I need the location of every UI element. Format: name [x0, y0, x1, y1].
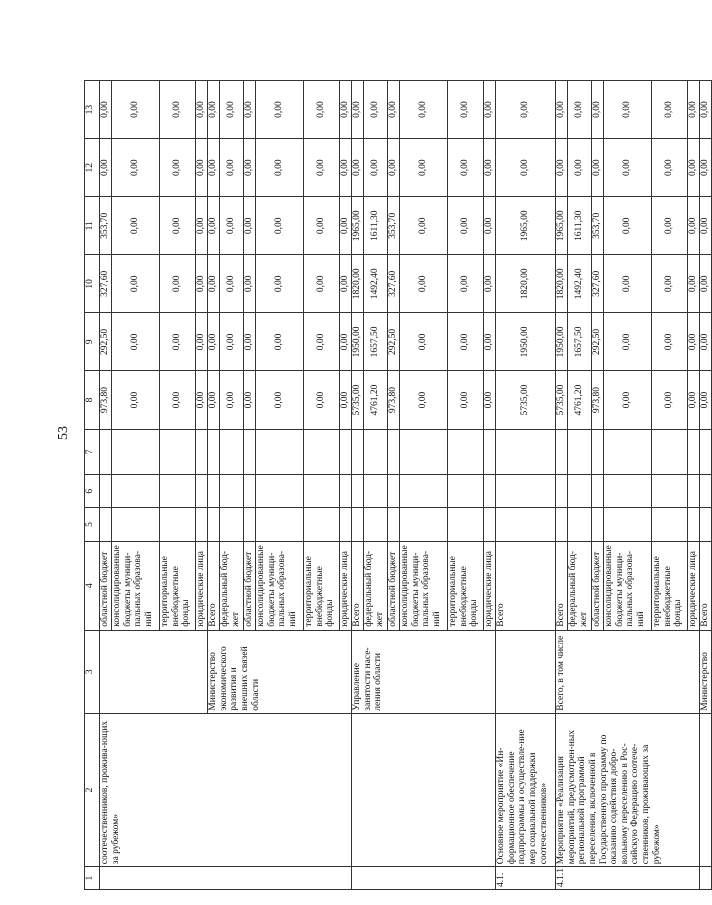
value-cell: 0,00: [112, 255, 160, 313]
row-number-cell: 4.1.1: [556, 867, 700, 890]
col-header: 3: [85, 630, 100, 713]
value-cell: 0,00: [652, 81, 688, 139]
value-cell: 0,00: [652, 313, 688, 371]
value-cell: 0,00: [484, 81, 496, 139]
value-cell: 0,00: [220, 139, 244, 197]
value-cell: 0,00: [448, 313, 484, 371]
funding-source: Всего: [496, 541, 556, 630]
executor-cell: Министерство экономического развития и внешних связей области: [208, 630, 352, 713]
value-cell: 4761,20: [568, 371, 592, 429]
value-cell: 0,00: [256, 255, 304, 313]
value-cell: 0,00: [652, 371, 688, 429]
value-cell: 0,00: [208, 255, 220, 313]
value-cell: 0,00: [160, 81, 196, 139]
value-cell: 353,70: [592, 197, 604, 255]
col-header: 7: [85, 429, 100, 475]
value-cell: 353,70: [100, 197, 112, 255]
table-row: [352, 81, 364, 890]
header-row: [85, 81, 100, 890]
executor-cell: Управление занятости насе-ления области: [352, 630, 496, 713]
value-cell: 0,00: [688, 139, 700, 197]
value-cell: 0,00: [304, 139, 340, 197]
value-cell: 0,00: [484, 139, 496, 197]
funding-source: областной бюджет: [592, 541, 604, 630]
value-cell: 0,00: [256, 139, 304, 197]
value-cell: 0,00: [388, 139, 400, 197]
value-cell: 0,00: [256, 197, 304, 255]
value-cell: 0,00: [688, 255, 700, 313]
value-cell: 1965,00: [352, 197, 364, 255]
value-cell: 0,00: [556, 81, 568, 139]
value-cell: 0,00: [244, 81, 256, 139]
value-cell: 0,00: [220, 313, 244, 371]
value-cell: 0,00: [700, 313, 712, 371]
value-cell: 0,00: [304, 197, 340, 255]
value-cell: 0,00: [340, 313, 352, 371]
value-cell: 0,00: [700, 81, 712, 139]
value-cell: 0,00: [700, 255, 712, 313]
value-cell: 0,00: [160, 197, 196, 255]
value-cell: 0,00: [400, 139, 448, 197]
rotated-table-container: [84, 80, 711, 890]
value-cell: 1950,00: [496, 313, 556, 371]
value-cell: 0,00: [700, 197, 712, 255]
value-cell: 0,00: [604, 371, 652, 429]
value-cell: 0,00: [688, 81, 700, 139]
col-header: 11: [85, 197, 100, 255]
value-cell: 0,00: [196, 313, 208, 371]
table-row: [100, 81, 112, 890]
value-cell: 5735,00: [556, 371, 568, 429]
value-cell: 0,00: [208, 197, 220, 255]
value-cell: 0,00: [196, 197, 208, 255]
value-cell: 0,00: [196, 81, 208, 139]
value-cell: 0,00: [196, 139, 208, 197]
value-cell: 0,00: [484, 313, 496, 371]
value-cell: 0,00: [700, 139, 712, 197]
value-cell: 0,00: [100, 81, 112, 139]
funding-source: юридические лица: [688, 541, 700, 630]
value-cell: 0,00: [496, 81, 556, 139]
row-number-cell: 4.1.: [496, 867, 556, 890]
table-row: [556, 81, 568, 890]
value-cell: 0,00: [196, 255, 208, 313]
col-header: 1: [85, 867, 100, 890]
value-cell: 0,00: [256, 81, 304, 139]
value-cell: 0,00: [244, 255, 256, 313]
value-cell: 5735,00: [352, 371, 364, 429]
funding-source: юридические лица: [196, 541, 208, 630]
value-cell: 0,00: [304, 313, 340, 371]
value-cell: 0,00: [220, 255, 244, 313]
funding-source: федеральный бюд-жет: [568, 541, 592, 630]
value-cell: 0,00: [256, 371, 304, 429]
col-header: 12: [85, 139, 100, 197]
value-cell: 0,00: [352, 81, 364, 139]
funding-source: областной бюджет: [388, 541, 400, 630]
value-cell: 292,50: [100, 313, 112, 371]
activity-name-cell: соотечественников, прожива-ющих за рубежом»: [100, 713, 352, 867]
value-cell: 0,00: [208, 81, 220, 139]
value-cell: 0,00: [220, 197, 244, 255]
funding-source: консолидированные бюджеты муници-пальных образова-ний: [604, 541, 652, 630]
value-cell: 0,00: [652, 197, 688, 255]
table-row: [700, 81, 712, 890]
value-cell: 0,00: [400, 371, 448, 429]
value-cell: 0,00: [652, 255, 688, 313]
value-cell: 0,00: [364, 139, 388, 197]
value-cell: 973,80: [388, 371, 400, 429]
funding-source: консолидированные бюджеты муници-пальных образова-ний: [400, 541, 448, 630]
value-cell: 0,00: [304, 255, 340, 313]
value-cell: 1965,00: [496, 197, 556, 255]
value-cell: 0,00: [112, 313, 160, 371]
value-cell: 1611,30: [568, 197, 592, 255]
value-cell: 4761,20: [364, 371, 388, 429]
activity-name-cell: Мероприятие «Реализация мероприятий, предусмотрен-ных региональной программой переселения, включенной в Государственную программу по оказанию содействия добро-вольному переселению в Рос-сийскую Федерацию соотече-ственников, проживающих за рубежом»: [556, 713, 700, 867]
col-header: 10: [85, 255, 100, 313]
value-cell: 0,00: [304, 81, 340, 139]
funding-source: областной бюджет: [100, 541, 112, 630]
funding-source: федеральный бюд-жет: [220, 541, 244, 630]
value-cell: 0,00: [448, 371, 484, 429]
col-header: 9: [85, 313, 100, 371]
funding-source: территориальные внебюджетные фонды: [160, 541, 196, 630]
value-cell: 0,00: [340, 255, 352, 313]
value-cell: 0,00: [352, 139, 364, 197]
value-cell: 0,00: [496, 139, 556, 197]
value-cell: 0,00: [160, 313, 196, 371]
value-cell: 973,80: [592, 371, 604, 429]
value-cell: 0,00: [604, 313, 652, 371]
funding-source: областной бюджет: [244, 541, 256, 630]
value-cell: 0,00: [604, 255, 652, 313]
activity-name-cell: Основное мероприятие «Ин-формационное обеспечение подпрограммы и осуществле-ние мер социальной поддержки соотечественников»: [496, 713, 556, 867]
value-cell: 0,00: [400, 197, 448, 255]
value-cell: 0,00: [160, 255, 196, 313]
value-cell: 0,00: [220, 81, 244, 139]
value-cell: 0,00: [568, 81, 592, 139]
value-cell: 0,00: [208, 139, 220, 197]
value-cell: 292,50: [388, 313, 400, 371]
funding-source: территориальные внебюджетные фонды: [304, 541, 340, 630]
value-cell: 0,00: [604, 197, 652, 255]
col-header: 13: [85, 81, 100, 139]
value-cell: 1950,00: [352, 313, 364, 371]
value-cell: 292,50: [592, 313, 604, 371]
value-cell: 1820,00: [556, 255, 568, 313]
funding-source: юридические лица: [484, 541, 496, 630]
funding-source: территориальные внебюджетные фонды: [652, 541, 688, 630]
value-cell: 0,00: [568, 139, 592, 197]
value-cell: 0,00: [364, 81, 388, 139]
value-cell: 0,00: [604, 81, 652, 139]
value-cell: 0,00: [448, 139, 484, 197]
value-cell: 0,00: [112, 371, 160, 429]
funding-source: федеральный бюд-жет: [364, 541, 388, 630]
funding-source: Всего: [700, 541, 712, 630]
page-number: 53: [56, 426, 71, 440]
value-cell: 973,80: [100, 371, 112, 429]
executor-cell: Министерство: [700, 630, 712, 713]
value-cell: 0,00: [196, 371, 208, 429]
value-cell: 0,00: [244, 313, 256, 371]
value-cell: 0,00: [448, 197, 484, 255]
funding-source: Всего: [352, 541, 364, 630]
executor-cell: Всего, в том числе: [556, 630, 700, 713]
value-cell: 0,00: [244, 371, 256, 429]
executor-cell: [100, 630, 208, 713]
value-cell: 353,70: [388, 197, 400, 255]
value-cell: 0,00: [112, 81, 160, 139]
value-cell: 0,00: [208, 313, 220, 371]
funding-source: консолидированные бюджеты муници-пальных образова-ний: [256, 541, 304, 630]
value-cell: 0,00: [112, 139, 160, 197]
col-header: 6: [85, 475, 100, 508]
row-number-cell: [100, 867, 352, 890]
funding-source: Всего: [556, 541, 568, 630]
value-cell: 0,00: [160, 139, 196, 197]
value-cell: 0,00: [388, 81, 400, 139]
value-cell: 1492,40: [568, 255, 592, 313]
value-cell: 327,60: [592, 255, 604, 313]
value-cell: 0,00: [340, 81, 352, 139]
value-cell: 0,00: [652, 139, 688, 197]
value-cell: 0,00: [256, 313, 304, 371]
value-cell: 0,00: [340, 139, 352, 197]
value-cell: 0,00: [448, 81, 484, 139]
value-cell: 0,00: [592, 81, 604, 139]
value-cell: 0,00: [244, 197, 256, 255]
funding-source: территориальные внебюджетные фонды: [448, 541, 484, 630]
value-cell: 0,00: [340, 371, 352, 429]
col-header: 2: [85, 713, 100, 867]
value-cell: 0,00: [484, 371, 496, 429]
value-cell: 0,00: [688, 197, 700, 255]
value-cell: 0,00: [448, 255, 484, 313]
value-cell: 0,00: [604, 139, 652, 197]
value-cell: 0,00: [208, 371, 220, 429]
funding-source: консолидированные бюджеты муници-пальных образова-ний: [112, 541, 160, 630]
value-cell: 0,00: [160, 371, 196, 429]
value-cell: 0,00: [700, 371, 712, 429]
value-cell: 5735,00: [496, 371, 556, 429]
value-cell: 0,00: [688, 371, 700, 429]
table-row: [496, 81, 556, 890]
value-cell: 0,00: [400, 313, 448, 371]
value-cell: 1611,30: [364, 197, 388, 255]
value-cell: 0,00: [484, 255, 496, 313]
value-cell: 1965,00: [556, 197, 568, 255]
value-cell: 0,00: [100, 139, 112, 197]
value-cell: 0,00: [244, 139, 256, 197]
value-cell: 0,00: [112, 197, 160, 255]
value-cell: 0,00: [220, 371, 244, 429]
budget-table: [84, 80, 712, 890]
value-cell: 0,00: [304, 371, 340, 429]
value-cell: 0,00: [400, 255, 448, 313]
value-cell: 327,60: [388, 255, 400, 313]
value-cell: 0,00: [688, 313, 700, 371]
col-header: 5: [85, 508, 100, 541]
value-cell: 327,60: [100, 255, 112, 313]
value-cell: 1492,40: [364, 255, 388, 313]
funding-source: Всего: [208, 541, 220, 630]
value-cell: 1657,50: [364, 313, 388, 371]
value-cell: 0,00: [400, 81, 448, 139]
value-cell: 0,00: [484, 197, 496, 255]
value-cell: 0,00: [592, 139, 604, 197]
value-cell: 0,00: [340, 197, 352, 255]
value-cell: 1820,00: [496, 255, 556, 313]
value-cell: 1950,00: [556, 313, 568, 371]
value-cell: 0,00: [556, 139, 568, 197]
value-cell: 1820,00: [352, 255, 364, 313]
col-header: 4: [85, 541, 100, 630]
col-header: 8: [85, 371, 100, 429]
funding-source: юридические лица: [340, 541, 352, 630]
value-cell: 1657,50: [568, 313, 592, 371]
